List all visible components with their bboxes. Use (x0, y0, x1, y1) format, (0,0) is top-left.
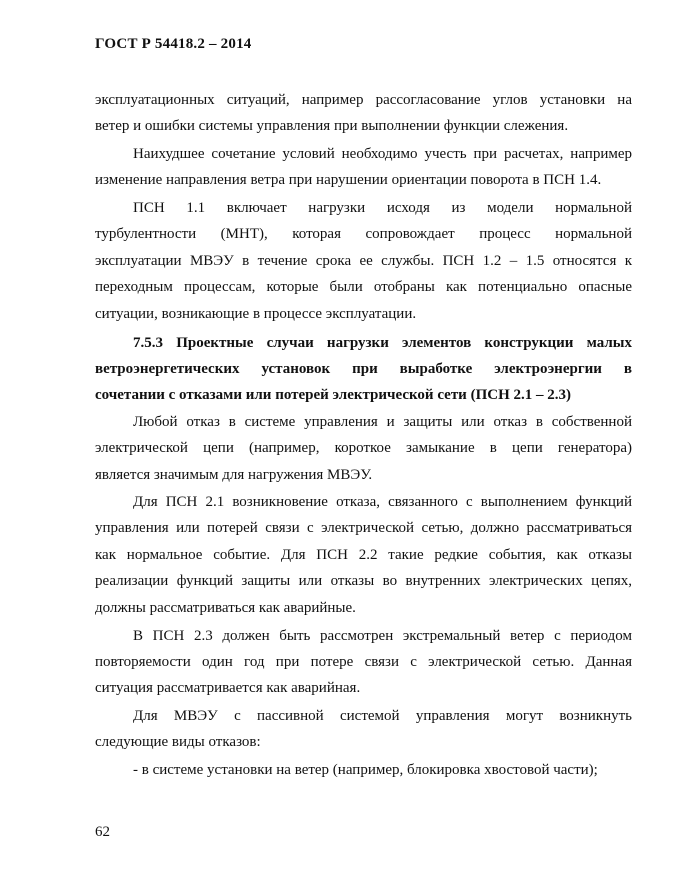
section-heading-line: 7.5.3 Проектные случаи нагрузки элементов конструкции малых (133, 335, 632, 351)
section-heading-line: сочетании с отказами или потерей электрической сети (ПСН 2.1 – 2.3) (95, 387, 571, 403)
text-line: турбулентности (МНТ), которая сопровождает процесс нормальной (95, 226, 632, 242)
text-line: ситуации, возникающие в процессе эксплуатации. (95, 306, 417, 322)
document-header: ГОСТ Р 54418.2 – 2014 (95, 36, 252, 52)
text-line: Для ПСН 2.1 возникновение отказа, связанного с выполнением функций (133, 494, 632, 510)
text-line: переходным процессам, которые были отобраны как потенциально опасные (95, 279, 632, 295)
text-line: Для МВЭУ с пассивной системой управления могут возникнуть (133, 708, 632, 724)
text-line: как нормальное событие. Для ПСН 2.2 такие редкие события, как отказы (95, 547, 632, 563)
text-line: следующие виды отказов: (95, 734, 261, 750)
text-line: Наихудшее сочетание условий необходимо учесть при расчетах, например (133, 146, 632, 162)
text-line: реализации функций защиты или отказы во внутренних электрических цепях, (95, 573, 632, 589)
text-line: эксплуатационных ситуаций, например рассогласование углов установки на (95, 92, 632, 108)
text-line: изменение направления ветра при нарушении ориентации поворота в ПСН 1.4. (95, 172, 602, 188)
text-line: электрической цепи (например, короткое замыкание в цепи генератора) (95, 440, 632, 456)
list-item: - в системе установки на ветер (например, блокировка хвостовой части); (133, 762, 598, 778)
text-line: Любой отказ в системе управления и защиты или отказ в собственной (133, 414, 632, 430)
text-line: повторяемости один год при потере связи с электрической сетью. Данная (95, 654, 632, 670)
page-number: 62 (95, 824, 110, 840)
text-line: является значимым для нагружения МВЭУ. (95, 467, 373, 483)
text-line: ПСН 1.1 включает нагрузки исходя из модели нормальной (133, 200, 632, 216)
text-line: ветер и ошибки системы управления при выполнении функции слежения. (95, 118, 569, 134)
text-line: должны рассматриваться как аварийные. (95, 600, 356, 616)
text-line: эксплуатации МВЭУ в течение срока ее службы. ПСН 1.2 – 1.5 относятся к (95, 253, 632, 269)
text-line: ситуация рассматривается как аварийная. (95, 680, 361, 696)
text-line: В ПСН 2.3 должен быть рассмотрен экстремальный ветер с периодом (133, 628, 632, 644)
section-heading-line: ветроэнергетических установок при выработке электроэнергии в (95, 361, 632, 377)
text-line: управления или потерей связи с электрической сетью, должно рассматриваться (95, 520, 632, 536)
